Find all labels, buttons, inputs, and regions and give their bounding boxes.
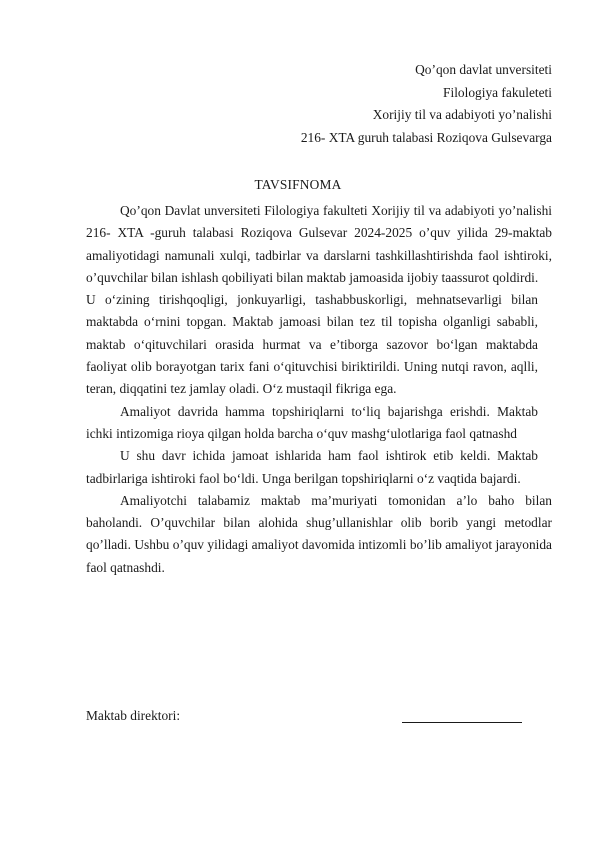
paragraph-intro: Qo’qon Davlat unversiteti Filologiya fakulteti Xorijiy til va adabiyoti yo’nalishi 216- XTA -guruh talabasi Roziqova Gulsevar 2024-2025 o’quv yilida 29-maktab amaliyotidagi namunali xulqi, tadbirlar va darslarni tashkillashtirishda faol ishtiroki, o’quvchilar bilan ishlash qobiliyati bilan maktab jamoasida ijobiy taassurot qoldirdi. — [86, 203, 552, 285]
paragraph-tasks: Amaliyot davrida hamma topshiriqlarni to‘liq bajarishga erishdi. Maktab ichki intizomiga rioya qilgan holda barcha o‘quv mashg‘ulotlariga faol qatnashd — [86, 403, 538, 441]
paragraph-public-work: U shu davr ichida jamoat ishlarida ham faol ishtirok etib keldi. Maktab tadbirlariga ishtiroki faol bo‘ldi. Unga berilgan topshiriqlarni o‘z vaqtida bajardi. — [86, 448, 538, 486]
signature-line — [402, 722, 522, 723]
header-faculty: Filologiya fakuleteti — [443, 85, 552, 100]
document-body — [86, 200, 552, 579]
header-department: Xorijiy til va adabiyoti yo’nalishi — [372, 107, 552, 122]
document-title: TAVSIFNOMA — [254, 177, 342, 192]
paragraph-character: U o‘zining tirishqoqligi, jonkuyarligi, tashabbuskorligi, mehnatsevarligi bilan maktabda o‘rnini topgan. Maktab jamoasi bilan tez til topisha olganligi sababli, maktab o‘qituvchilari orasida hurmat va e’tiborga sazovor bo‘lgan maktabda faoliyat olib borayotgan tarix fani o‘qituvchisi biriktirildi. Uning nutqi ravon, aqlli, teran, diqqatini tez jamlay oladi. O‘z mustaqil fikriga ega. — [86, 292, 538, 397]
header-university: Qo’qon davlat unversiteti — [415, 62, 552, 77]
paragraph-evaluation: Amaliyotchi talabamiz maktab ma’muriyati tomonidan a’lo baho bilan baholandi. O’quvchilar bilan alohida shug’ullanishlar olib borib yangi metodlar qo’lladi. Ushbu o’quv yilidagi amaliyot davomida intizomli bo’lib amaliyot jarayonida faol qatnashdi. — [86, 492, 552, 575]
signature-label: Maktab direktori: — [86, 708, 181, 723]
header-recipient: 216- XTA guruh talabasi Roziqova Gulsevarga — [300, 130, 552, 145]
